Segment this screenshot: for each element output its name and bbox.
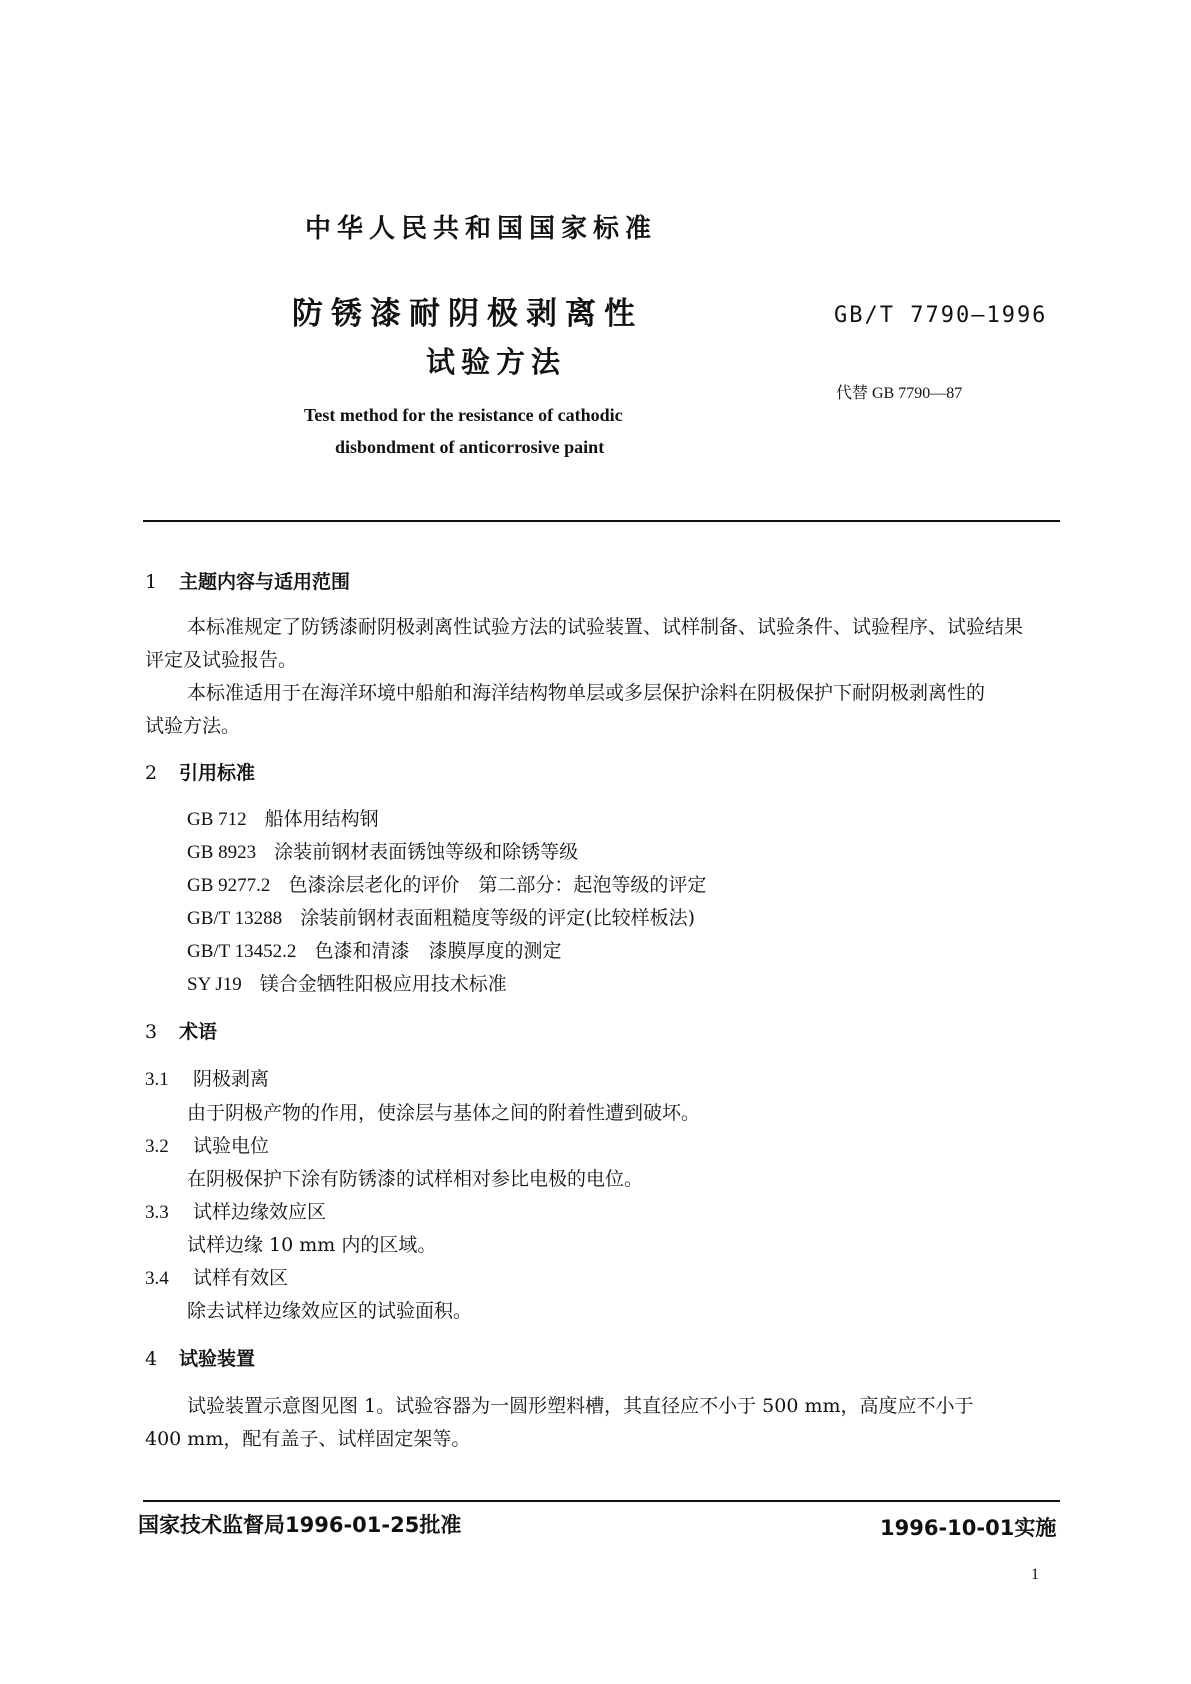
reference-title: 色漆涂层老化的评价 第二部分：起泡等级的评定 [288,874,707,896]
header-divider [143,520,1060,522]
term-number: 3.4 [145,1268,169,1289]
reference-code: GB/T 13452.2 [187,941,297,962]
standard-title-line2: 试验方法 [426,345,567,379]
replaces-note: 代替 GB 7790—87 [836,385,963,402]
english-title-line1: Test method for the resistance of cathodic [304,405,623,425]
standard-code: GB/T 7790—1996 [834,303,1048,328]
section-title: 引用标准 [179,762,256,784]
english-title-line2: disbondment of anticorrosive paint [335,437,605,457]
section-number: 3 [145,1021,158,1043]
reference-item [187,936,561,963]
section-1-heading [145,567,350,594]
term-heading [145,1263,288,1290]
term-name: 试样边缘效应区 [193,1201,327,1223]
reference-title: 色漆和清漆 漆膜厚度的测定 [314,940,562,962]
reference-item [187,870,706,897]
reference-item [187,969,507,996]
term-heading [145,1064,269,1091]
term-definition: 由于阴极产物的作用，使涂层与基体之间的附着性遭到破坏。 [187,1102,701,1124]
paragraph-line: 评定及试验报告。 [145,649,298,671]
term-number: 3.3 [145,1202,169,1223]
section-number: 4 [145,1348,158,1370]
section-number: 1 [145,571,158,593]
national-standard-heading: 中华人民共和国国家标准 [305,214,658,244]
term-definition: 试样边缘 10 mm 内的区域。 [187,1234,437,1256]
paragraph-line: 试验方法。 [145,715,241,737]
reference-code: GB 9277.2 [187,875,271,896]
reference-item [187,903,695,930]
section-number: 2 [145,762,158,784]
paragraph-line: 本标准适用于在海洋环境中船舶和海洋结构物单层或多层保护涂料在阴极保护下耐阴极剥离性的 [187,682,986,704]
reference-code: GB/T 13288 [187,908,283,929]
section-title: 术语 [179,1021,218,1043]
term-definition: 在阴极保护下涂有防锈漆的试样相对参比电极的电位。 [187,1168,644,1190]
section-3-heading [145,1017,217,1044]
reference-title: 涂装前钢材表面锈蚀等级和除锈等级 [274,841,579,863]
term-number: 3.1 [145,1069,169,1090]
term-heading [145,1197,326,1224]
approval-note: 国家技术监督局1996-01-25批准 [138,1513,462,1537]
section-title: 主题内容与适用范围 [179,571,351,593]
term-name: 试样有效区 [193,1267,289,1289]
term-number: 3.2 [145,1136,169,1157]
term-name: 阴极剥离 [193,1068,270,1090]
reference-code: GB 712 [187,809,247,830]
standard-title-line1: 防锈漆耐阴极剥离性 [292,296,643,332]
reference-code: SY J19 [187,974,242,995]
reference-title: 船体用结构钢 [264,808,379,830]
section-2-heading [145,758,255,785]
paragraph-line: 试验装置示意图见图 1。试验容器为一圆形塑料槽，其直径应不小于 500 mm，高度应不小于 [187,1395,974,1417]
section-4-heading [145,1344,255,1371]
reference-item [187,837,578,864]
implementation-date: 1996-10-01实施 [880,1516,1057,1540]
term-name: 试验电位 [193,1135,270,1157]
paragraph-line: 本标准规定了防锈漆耐阴极剥离性试验方法的试验装置、试样制备、试验条件、试验程序、试验结果 [187,616,1024,638]
term-definition: 除去试样边缘效应区的试验面积。 [187,1300,473,1322]
reference-code: GB 8923 [187,842,257,863]
paragraph-line: 400 mm，配有盖子、试样固定架等。 [145,1428,471,1450]
reference-title: 涂装前钢材表面粗糙度等级的评定(比较样板法) [300,907,696,929]
reference-item [187,804,379,831]
section-title: 试验装置 [179,1348,256,1370]
reference-title: 镁合金牺牲阳极应用技术标准 [259,973,507,995]
footer-divider [143,1500,1060,1502]
term-heading [145,1131,269,1158]
page-number: 1 [1031,1566,1039,1583]
